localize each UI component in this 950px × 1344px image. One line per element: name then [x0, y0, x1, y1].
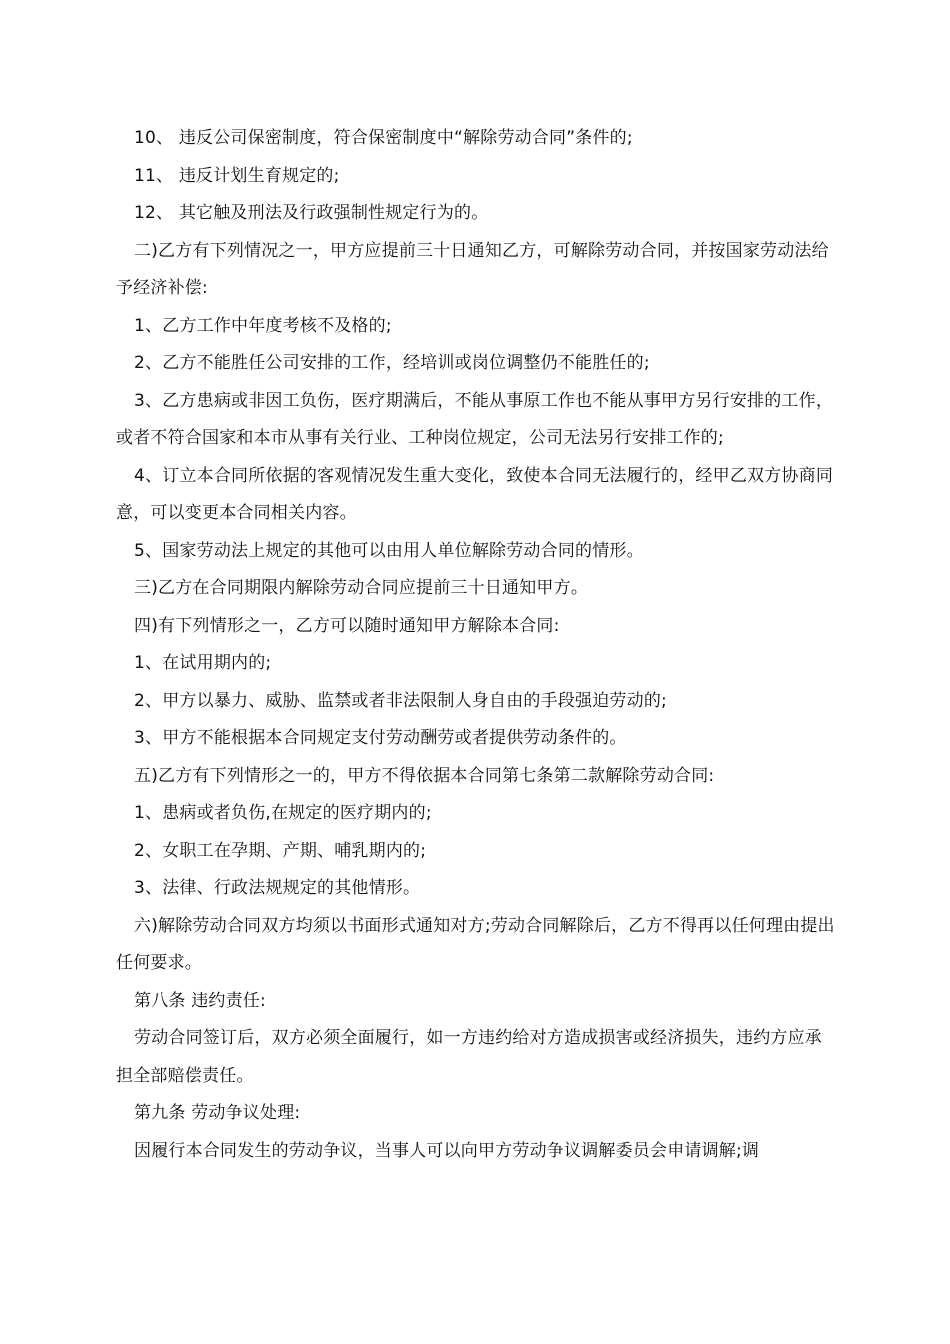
paragraph-section-5-item-1: 1、患病或者负伤,在规定的医疗期内的;	[134, 803, 432, 823]
paragraph-section-2-item-3: 3、乙方患病或非因工负伤，医疗期满后，不能从事原工作也不能从事甲方另行安排的工作，或者不符合国家和本市从事有关行业、工种岗位规定，公司无法另行安排工作的;	[116, 390, 834, 448]
paragraph-clause-11: 11、 违反计划生育规定的;	[134, 165, 340, 186]
paragraph-section-3: 三)乙方在合同期限内解除劳动合同应提前三十日通知甲方。	[134, 578, 589, 598]
paragraph-clause-10: 10、 违反公司保密制度，符合保密制度中“解除劳动合同”条件的;	[134, 128, 633, 148]
paragraph-clause-12: 12、 其它触及刑法及行政强制性规定行为的。	[134, 203, 489, 223]
paragraph-article-9-heading: 第九条 劳动争议处理:	[134, 1103, 301, 1123]
paragraph-section-5-item-2: 2、女职工在孕期、产期、哺乳期内的;	[134, 840, 427, 861]
paragraph-section-2-item-2: 2、乙方不能胜任公司安排的工作，经培训或岗位调整仍不能胜任的;	[134, 353, 650, 373]
paragraph-section-2-item-5: 5、国家劳动法上规定的其他可以由用人单位解除劳动合同的情形。	[134, 540, 644, 561]
paragraph-section-2-heading: 二)乙方有下列情况之一，甲方应提前三十日通知乙方，可解除劳动合同，并按国家劳动法给予经济补偿:	[116, 240, 829, 298]
paragraph-section-4-item-2: 2、甲方以暴力、威胁、监禁或者非法限制人身自由的手段强迫劳动的;	[134, 690, 667, 711]
paragraph-article-9-body: 因履行本合同发生的劳动争议，当事人可以向甲方劳动争议调解委员会申请调解;调	[134, 1140, 760, 1161]
paragraph-section-2-item-1: 1、乙方工作中年度考核不及格的;	[134, 315, 392, 336]
paragraph-article-8-heading: 第八条 违约责任:	[134, 990, 266, 1011]
paragraph-section-5-heading: 五)乙方有下列情形之一的，甲方不得依据本合同第七条第二款解除劳动合同:	[134, 765, 715, 786]
paragraph-section-4-item-3: 3、甲方不能根据本合同规定支付劳动酬劳或者提供劳动条件的。	[134, 728, 627, 748]
paragraph-section-2-item-4: 4、订立本合同所依据的客观情况发生重大变化，致使本合同无法履行的，经甲乙双方协商同意，可以变更本合同相关内容。	[116, 465, 834, 523]
paragraph-section-4-heading: 四)有下列情形之一，乙方可以随时通知甲方解除本合同:	[134, 615, 560, 636]
paragraph-section-4-item-1: 1、在试用期内的;	[134, 653, 272, 673]
document-body	[0, 120, 950, 1170]
paragraph-section-6: 六)解除劳动合同双方均须以书面形式通知对方;劳动合同解除后，乙方不得再以任何理由提出任何要求。	[116, 915, 835, 973]
paragraph-article-8-body: 劳动合同签订后，双方必须全面履行，如一方违约给对方造成损害或经济损失，违约方应承担全部赔偿责任。	[116, 1028, 822, 1086]
paragraph-section-5-item-3: 3、法律、行政法规规定的其他情形。	[134, 878, 421, 898]
